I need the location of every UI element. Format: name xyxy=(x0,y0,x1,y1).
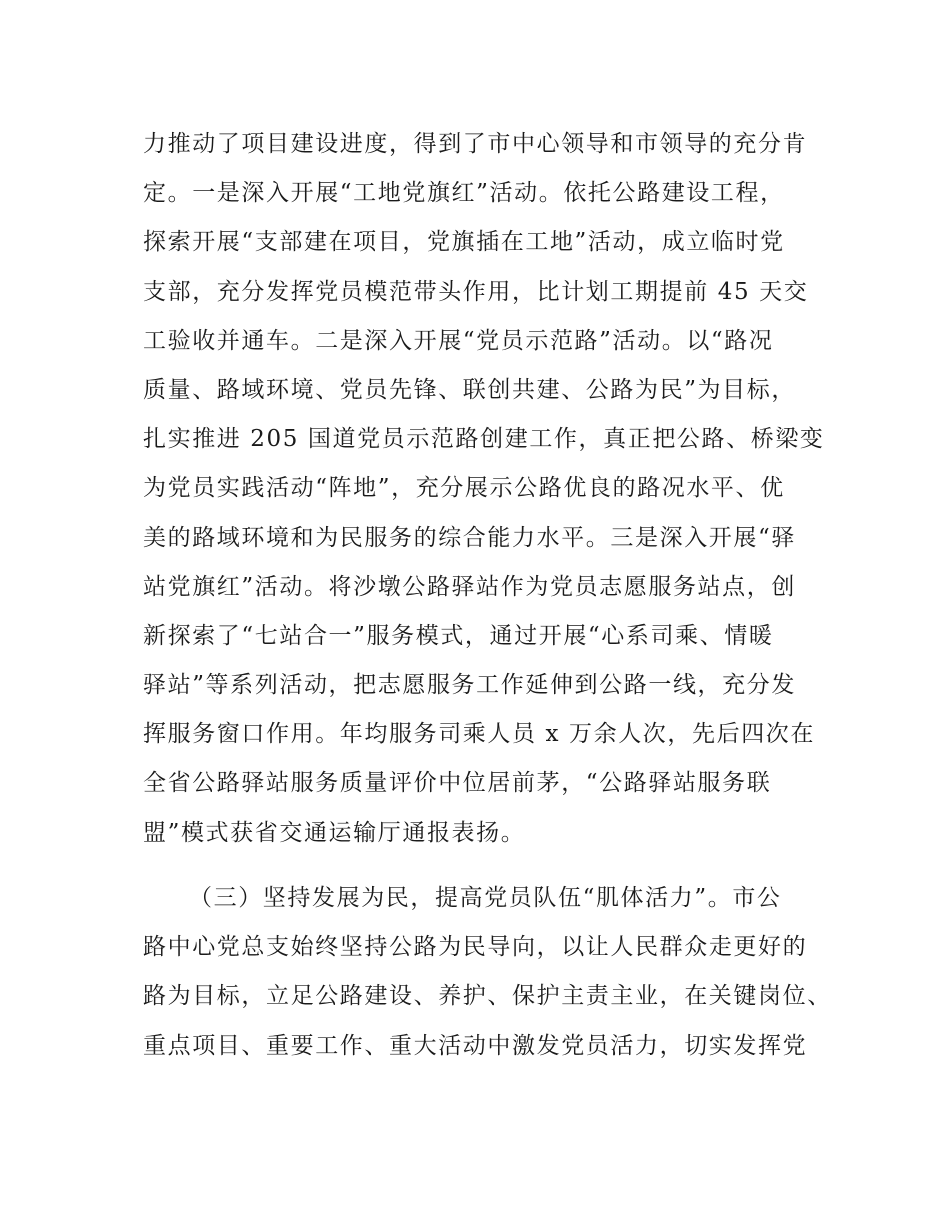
text-line: 工验收并通车。二是深入开展“党员示范路”活动。以“路况 xyxy=(143,327,774,354)
text-line: 力推动了项目建设进度，得到了市中心领导和市领导的充分肯 xyxy=(143,131,808,157)
text-line: 定。一是深入开展“工地党旗红”活动。依托公路建设工程， xyxy=(143,180,785,207)
text-line: 探索开展“支部建在项目，党旗插在工地”活动，成立临时党 xyxy=(143,229,785,256)
paragraph-section-three xyxy=(143,874,843,1071)
text-line: 挥服务窗口作用。年均服务司乘人员 x 万余人次，先后四次在 xyxy=(143,721,815,748)
text-line: 美的路域环境和为民服务的综合能力水平。三是深入开展“驿 xyxy=(143,524,796,551)
section-heading-line: （三）坚持发展为民，提高党员队伍“肌体活力”。市公 xyxy=(189,885,782,911)
text-line: 支部，充分发挥党员模范带头作用，比计划工期提前 45 天交 xyxy=(143,278,809,305)
paragraph-project-activities xyxy=(143,120,843,858)
text-line: 站党旗红”活动。将沙墩公路驿站作为党员志愿服务站点，创 xyxy=(143,573,796,600)
text-line: 盟”模式获省交通运输厅通报表扬。 xyxy=(143,819,526,846)
text-line: 质量、路域环境、党员先锋、联创共建、公路为民”为目标， xyxy=(143,376,796,403)
text-line: 驿站”等系列活动，把志愿服务工作延伸到公路一线，充分发 xyxy=(143,672,796,699)
text-line: 新探索了“七站合一”服务模式，通过开展“心系司乘、情暖 xyxy=(143,622,774,649)
text-line: 全省公路驿站服务质量评价中位居前茅，“公路驿站服务联 xyxy=(143,770,772,797)
text-line: 重点项目、重要工作、重大活动中激发党员活力，切实发挥党 xyxy=(143,1032,808,1059)
text-line: 扎实推进 205 国道党员示范路创建工作，真正把公路、桥梁变 xyxy=(143,426,825,453)
text-line: 路为目标，立足公路建设、养护、保护主责主业，在关键岗位、 xyxy=(143,983,832,1010)
text-line: 为党员实践活动“阵地”，充分展示公路优良的路况水平、优 xyxy=(143,475,785,502)
text-line: 路中心党总支始终坚持公路为民导向，以让人民群众走更好的 xyxy=(143,934,808,961)
